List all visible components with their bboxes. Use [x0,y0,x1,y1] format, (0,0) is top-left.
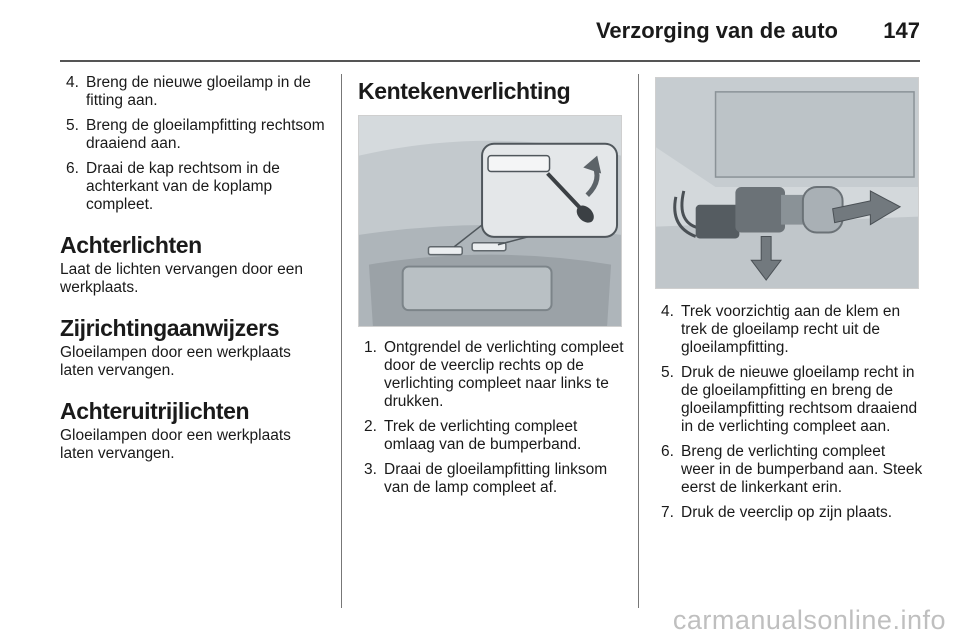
column-left [60,74,328,463]
list-item: 6. Breng de verlichting compleet weer in de bumperband aan. Steek eerst de linkerkant erin. [661,443,923,496]
section-text: Laat de lichten vervangen door een werkplaats. [60,261,304,296]
column-divider [341,74,342,608]
list-item: 1. Ontgrendel de verlichting compleet door de veerclip rechts op de verlichting compleet naar links te drukken. [364,339,624,410]
list-item: 4. Trek voorzichtig aan de klem en trek de gloeilamp recht uit de gloeilampfitting. [661,303,901,356]
steps-list [358,339,624,497]
steps-list [60,74,328,214]
section-title-achterlichten: Achterlichten [60,232,202,258]
column-divider [638,74,639,608]
bulb-socket-illustration [655,77,919,289]
list-item: 5. Breng de gloeilampfitting rechtsom draaiend aan. [66,117,325,152]
list-item: 7. Druk de veerclip op zijn plaats. [661,504,893,521]
section-text: Gloeilampen door een werkplaats laten vervangen. [60,344,291,379]
list-item: 4. Breng de nieuwe gloeilamp in de fitting aan. [66,74,311,109]
watermark: carmanualsonline.info [672,605,946,635]
column-middle [358,74,624,504]
list-item: 2. Trek de verlichting compleet omlaag van de bumperband. [364,418,582,453]
steps-list [655,303,923,522]
page-header [0,0,960,62]
list-item: 6. Draai de kap rechtsom in de achterkant van de koplamp compleet. [66,160,280,213]
header-rule [60,60,920,62]
page-number: 147 [883,18,920,43]
section-text: Gloeilampen door een werkplaats laten vervangen. [60,427,291,462]
list-item: 5. Druk de nieuwe gloeilamp recht in de gloeilampfitting en breng de gloeilampfitting rechtsom draaiend in de verlichting compleet aan. [661,364,918,435]
section-title-zijrichtingaanwijzers: Zijrichtingaanwijzers [60,315,280,341]
license-light-removal-illustration [358,115,622,327]
section-title-achteruitrijlichten: Achteruitrijlichten [60,398,250,424]
list-item: 3. Draai de gloeilampfitting linksom van de lamp compleet af. [364,461,608,496]
column-right [655,74,923,529]
section-title-kentekenverlichting: Kentekenverlichting [358,78,571,104]
chapter-title: Verzorging van de auto [595,18,838,43]
